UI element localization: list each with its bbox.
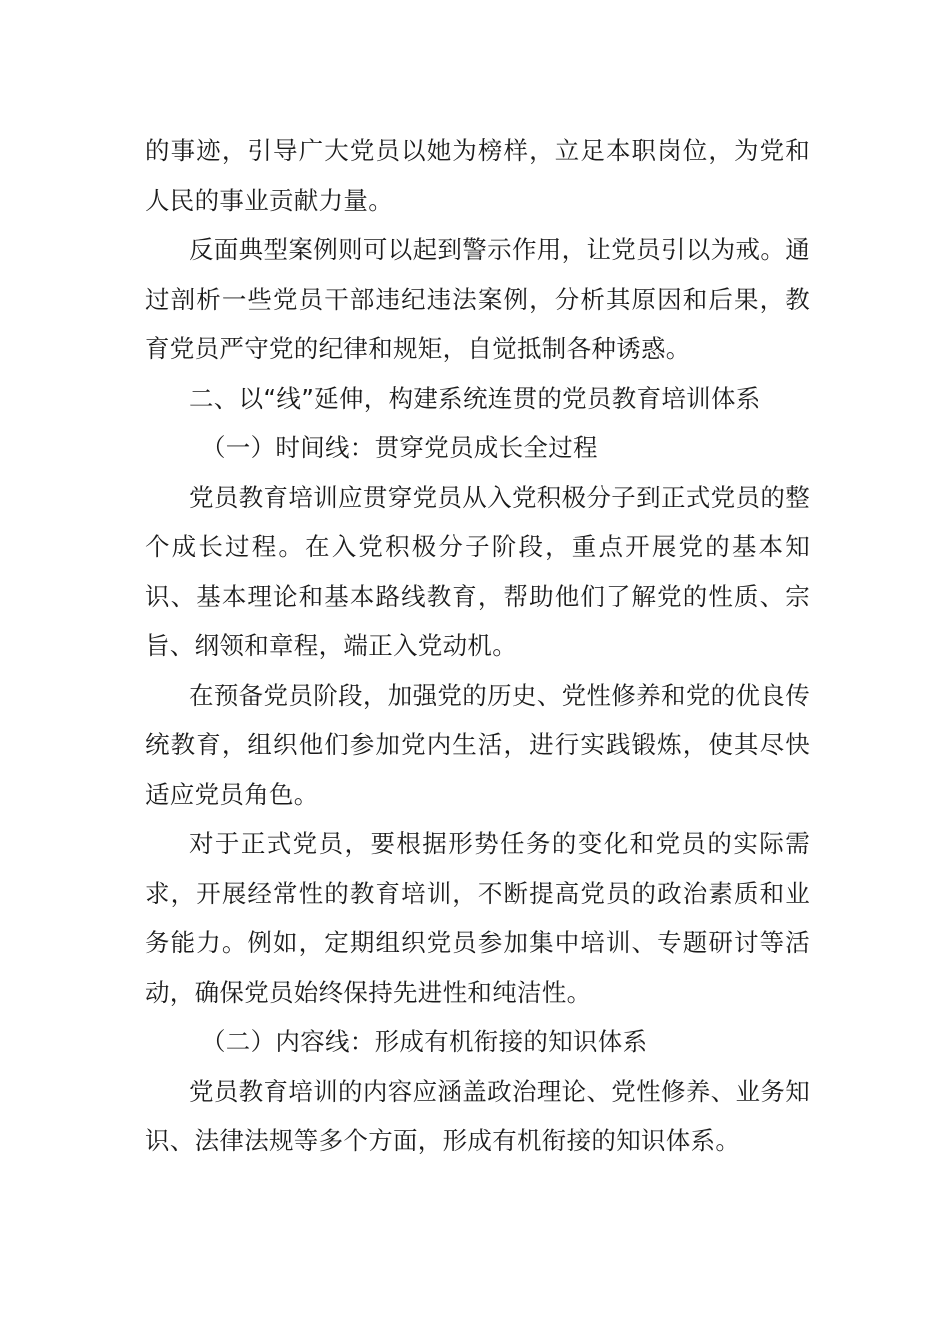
paragraph-continued: 的事迹，引导广大党员以她为榜样，立足本职岗位，为党和人民的事业贡献力量。	[145, 136, 810, 215]
paragraph-probationary-stage: 在预备党员阶段，加强党的历史、党性修养和党的优良传统教育，组织他们参加党内生活，进行实践锻炼，使其尽快适应党员角色。	[145, 680, 810, 809]
paragraph-activist-stage: 党员教育培训应贯穿党员从入党积极分子到正式党员的整个成长过程。在入党积极分子阶段，重点开展党的基本知识、基本理论和基本路线教育，帮助他们了解党的性质、宗旨、纲领和章程，端正入党动机。	[145, 482, 810, 660]
subsection-heading-timeline: （一）时间线：贯穿党员成长全过程	[201, 433, 598, 462]
subsection-heading-content: （二）内容线：形成有机衔接的知识体系	[201, 1027, 648, 1056]
section-heading-2: 二、以“线”延伸，构建系统连贯的党员教育培训体系	[189, 383, 761, 413]
paragraph-content-scope: 党员教育培训的内容应涵盖政治理论、党性修养、业务知识、法律法规等多个方面，形成有机衔接的知识体系。	[145, 1076, 810, 1155]
document-page	[145, 126, 810, 1166]
paragraph-negative-cases: 反面典型案例则可以起到警示作用，让党员引以为戒。通过剖析一些党员干部违纪违法案例，分析其原因和后果，教育党员严守党的纪律和规矩，自觉抵制各种诱惑。	[145, 235, 810, 363]
paragraph-full-member-stage: 对于正式党员，要根据形势任务的变化和党员的实际需求，开展经常性的教育培训，不断提高党员的政治素质和业务能力。例如，定期组织党员参加集中培训、专题研讨等活动，确保党员始终保持先进性和纯洁性。	[145, 829, 810, 1007]
